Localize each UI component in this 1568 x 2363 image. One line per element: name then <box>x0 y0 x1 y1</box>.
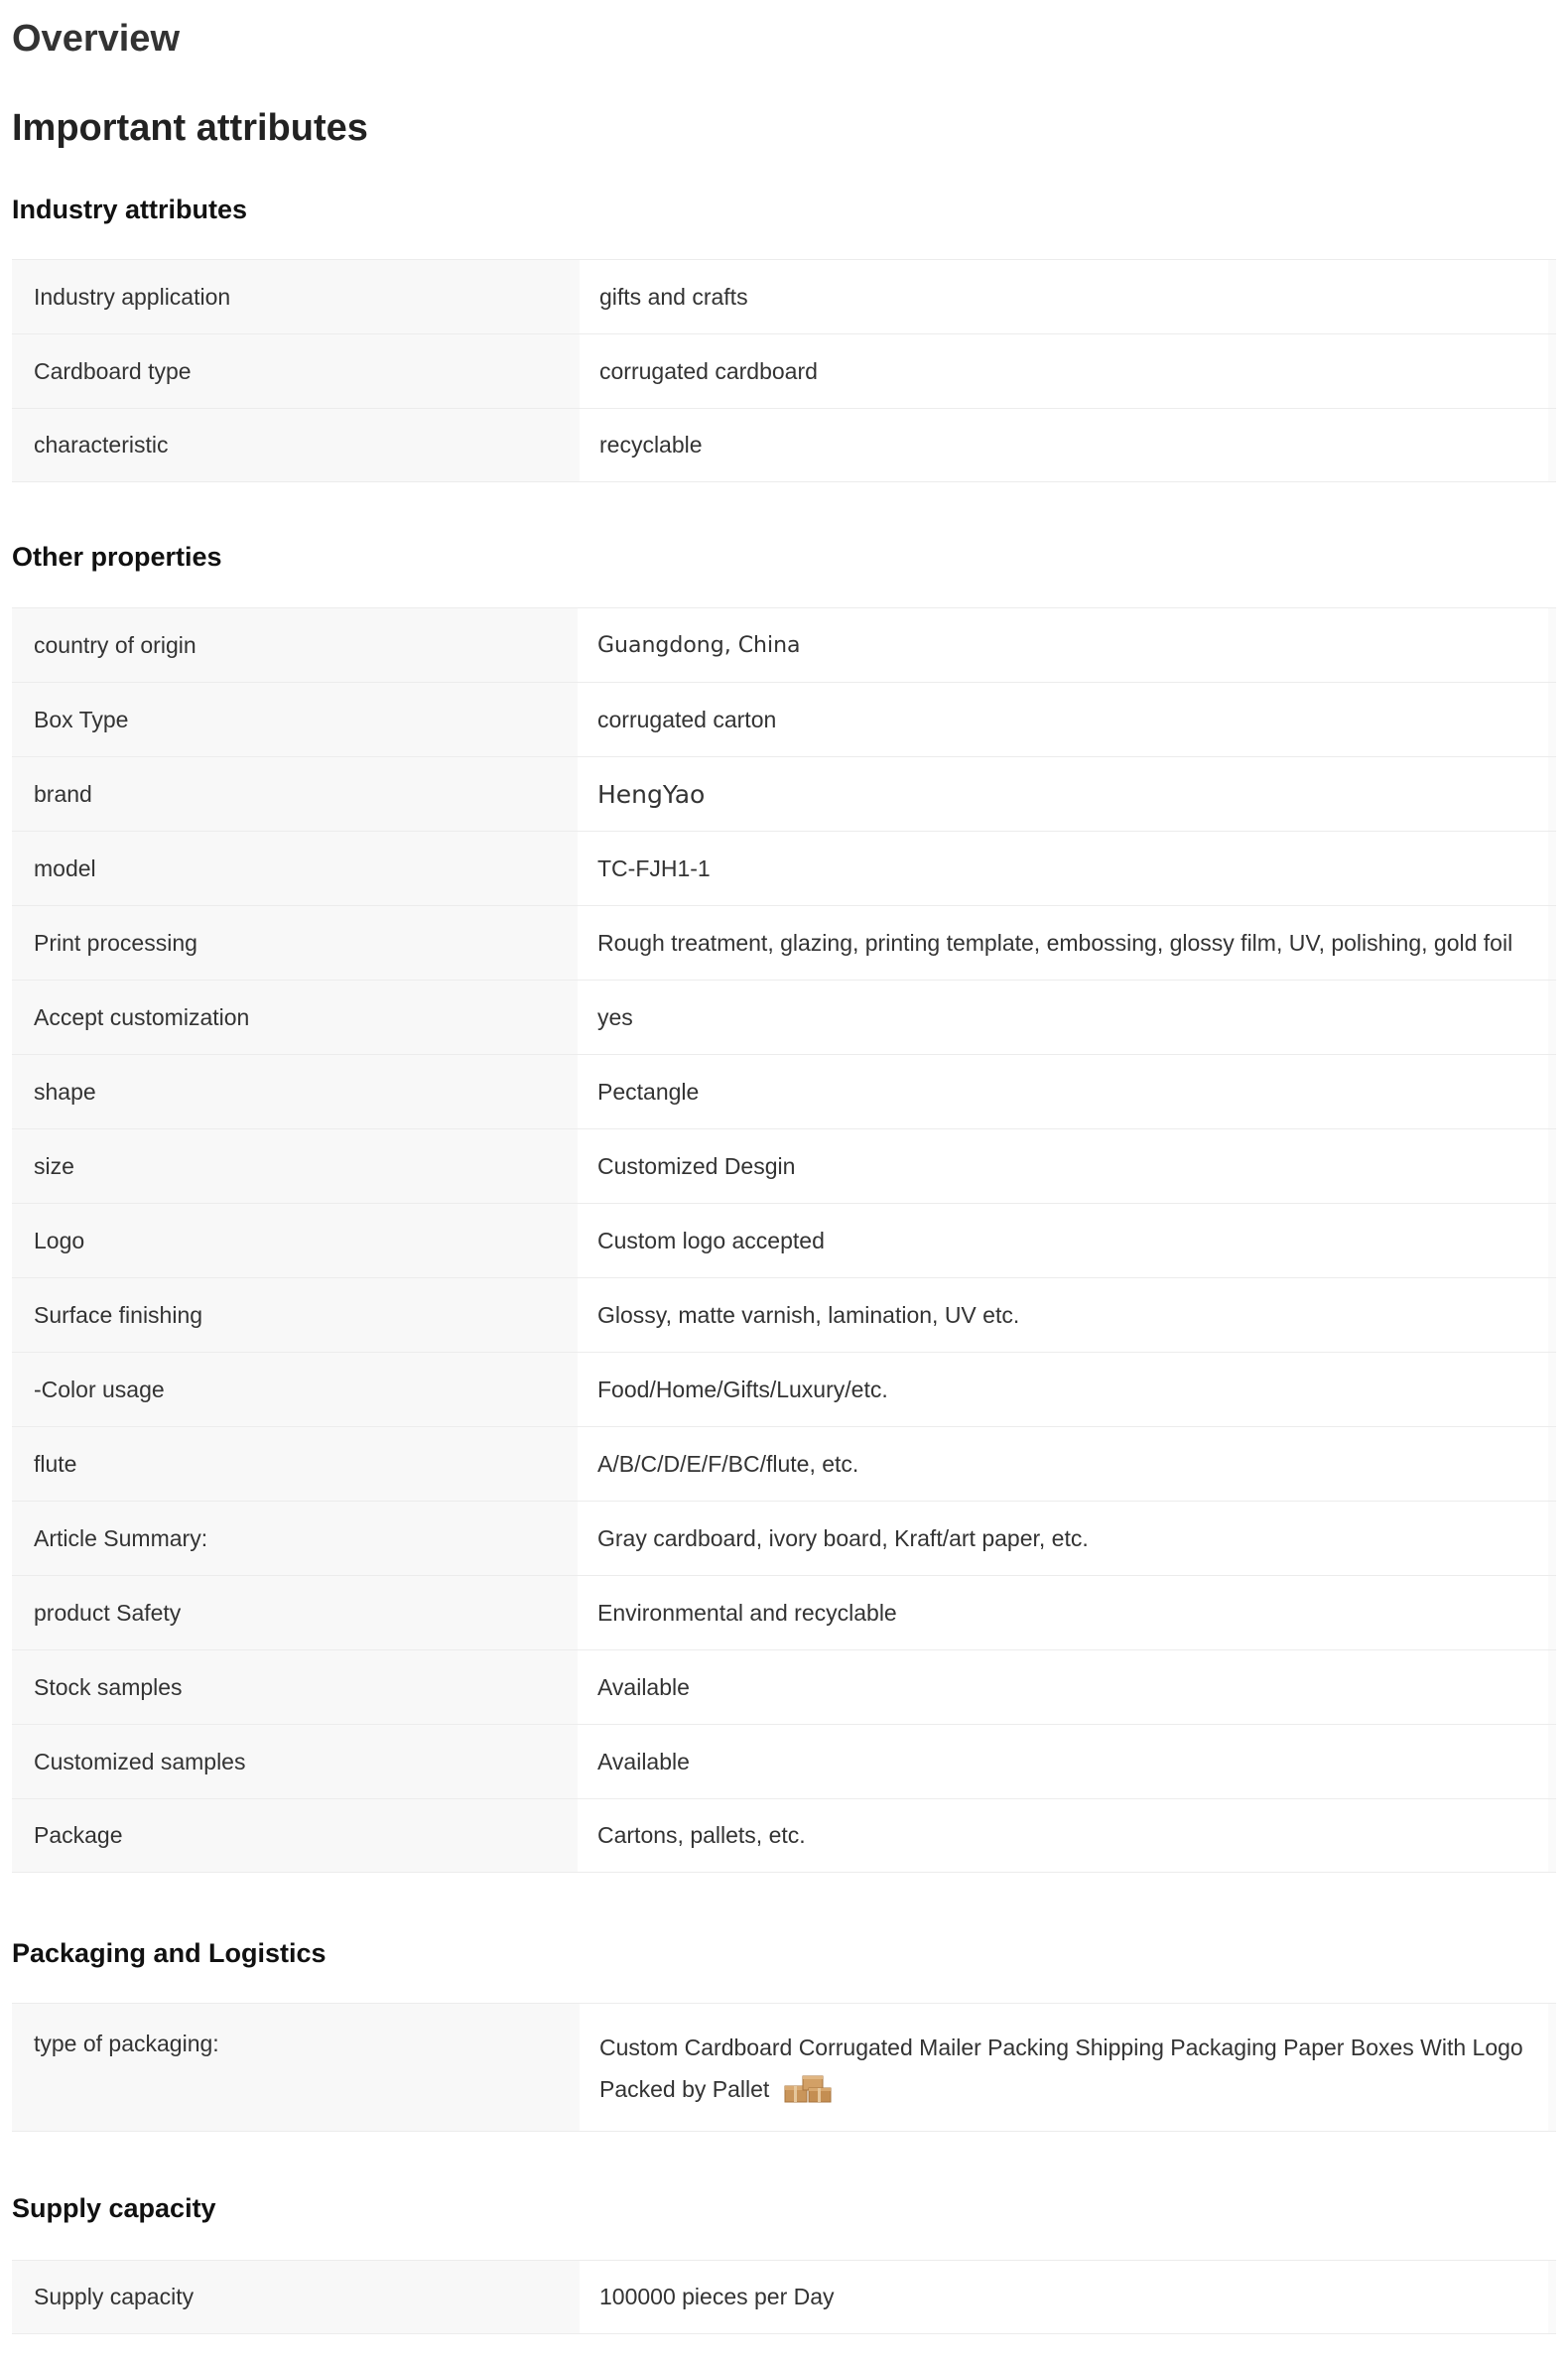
attribute-value: Environmental and recyclable <box>578 1576 1556 1649</box>
attribute-key: type of packaging: <box>12 2004 580 2131</box>
attribute-key: Surface finishing <box>12 1278 578 1352</box>
attribute-key: country of origin <box>12 608 578 682</box>
attribute-key: Accept customization <box>12 981 578 1054</box>
attribute-value: Available <box>578 1725 1556 1798</box>
important-attributes-heading: Important attributes <box>12 107 368 149</box>
attribute-row <box>12 2003 1556 2132</box>
packaging-logistics-table <box>12 2003 1556 2132</box>
supply-capacity-table <box>12 2260 1556 2334</box>
other-properties-heading: Other properties <box>12 542 222 572</box>
attribute-value: TC-FJH1-1 <box>578 832 1556 905</box>
attribute-row <box>12 1649 1556 1724</box>
attribute-row <box>12 905 1556 980</box>
attribute-row <box>12 408 1556 482</box>
attribute-row <box>12 1501 1556 1575</box>
attribute-key: Article Summary: <box>12 1502 578 1575</box>
attribute-row <box>12 980 1556 1054</box>
attribute-value: recyclable <box>580 409 1556 481</box>
attribute-row <box>12 756 1556 831</box>
attribute-value: Available <box>578 1650 1556 1724</box>
attribute-key: Supply capacity <box>12 2261 580 2333</box>
attribute-key: Logo <box>12 1204 578 1277</box>
attribute-value: Customized Desgin <box>578 1129 1556 1203</box>
attribute-value: gifts and crafts <box>580 260 1556 333</box>
attribute-key: Customized samples <box>12 1725 578 1798</box>
industry-attributes-table <box>12 259 1556 482</box>
attribute-row <box>12 1426 1556 1501</box>
attribute-row <box>12 1352 1556 1426</box>
attribute-key: brand <box>12 757 578 831</box>
attribute-key: Industry application <box>12 260 580 333</box>
attribute-row <box>12 607 1556 682</box>
attribute-key: Cardboard type <box>12 334 580 408</box>
attribute-value: Gray cardboard, ivory board, Kraft/art paper, etc. <box>578 1502 1556 1575</box>
attribute-value: Pectangle <box>578 1055 1556 1128</box>
attribute-row <box>12 682 1556 756</box>
attribute-key: size <box>12 1129 578 1203</box>
attribute-key: shape <box>12 1055 578 1128</box>
attribute-key: Stock samples <box>12 1650 578 1724</box>
other-properties-table <box>12 607 1556 1873</box>
attribute-key: characteristic <box>12 409 580 481</box>
attribute-value: Food/Home/Gifts/Luxury/etc. <box>578 1353 1556 1426</box>
attribute-row <box>12 1203 1556 1277</box>
cardboard-boxes-icon <box>783 2072 835 2104</box>
attribute-row <box>12 1575 1556 1649</box>
overview-heading: Overview <box>12 18 180 60</box>
attribute-value: Guangdong, China <box>578 608 1556 682</box>
attribute-row <box>12 1054 1556 1128</box>
supply-capacity-heading: Supply capacity <box>12 2193 216 2223</box>
attribute-key: product Safety <box>12 1576 578 1649</box>
attribute-value: corrugated cardboard <box>580 334 1556 408</box>
attribute-value: 100000 pieces per Day <box>580 2261 1556 2333</box>
attribute-row <box>12 1128 1556 1203</box>
attribute-row <box>12 1277 1556 1352</box>
attribute-key: Box Type <box>12 683 578 756</box>
attribute-row <box>12 259 1556 333</box>
industry-attributes-heading: Industry attributes <box>12 195 248 224</box>
packaging-description <box>599 2027 1552 2110</box>
attribute-key: flute <box>12 1427 578 1501</box>
attribute-key: Print processing <box>12 906 578 980</box>
attribute-value: yes <box>578 981 1556 1054</box>
attribute-value: Rough treatment, glazing, printing template, embossing, glossy film, UV, polishing, gold foil <box>578 906 1556 980</box>
attribute-value: A/B/C/D/E/F/BC/flute, etc. <box>578 1427 1556 1501</box>
packaging-logistics-heading: Packaging and Logistics <box>12 1938 327 1968</box>
attribute-value: Custom logo accepted <box>578 1204 1556 1277</box>
attribute-key: model <box>12 832 578 905</box>
attribute-value: Cartons, pallets, etc. <box>578 1799 1556 1872</box>
attribute-row <box>12 2260 1556 2334</box>
packaging-description-text: Custom Cardboard Corrugated Mailer Packing Shipping Packaging Paper Boxes With Logo Packed by Pallet <box>599 2035 1523 2102</box>
attribute-value <box>580 2004 1556 2131</box>
attribute-row <box>12 1724 1556 1798</box>
attribute-key: -Color usage <box>12 1353 578 1426</box>
attribute-row <box>12 333 1556 408</box>
attribute-value: corrugated carton <box>578 683 1556 756</box>
attribute-value: Glossy, matte varnish, lamination, UV etc. <box>578 1278 1556 1352</box>
attribute-row <box>12 1798 1556 1873</box>
attribute-row <box>12 831 1556 905</box>
attribute-value: HengYao <box>578 757 1556 831</box>
attribute-key: Package <box>12 1799 578 1872</box>
